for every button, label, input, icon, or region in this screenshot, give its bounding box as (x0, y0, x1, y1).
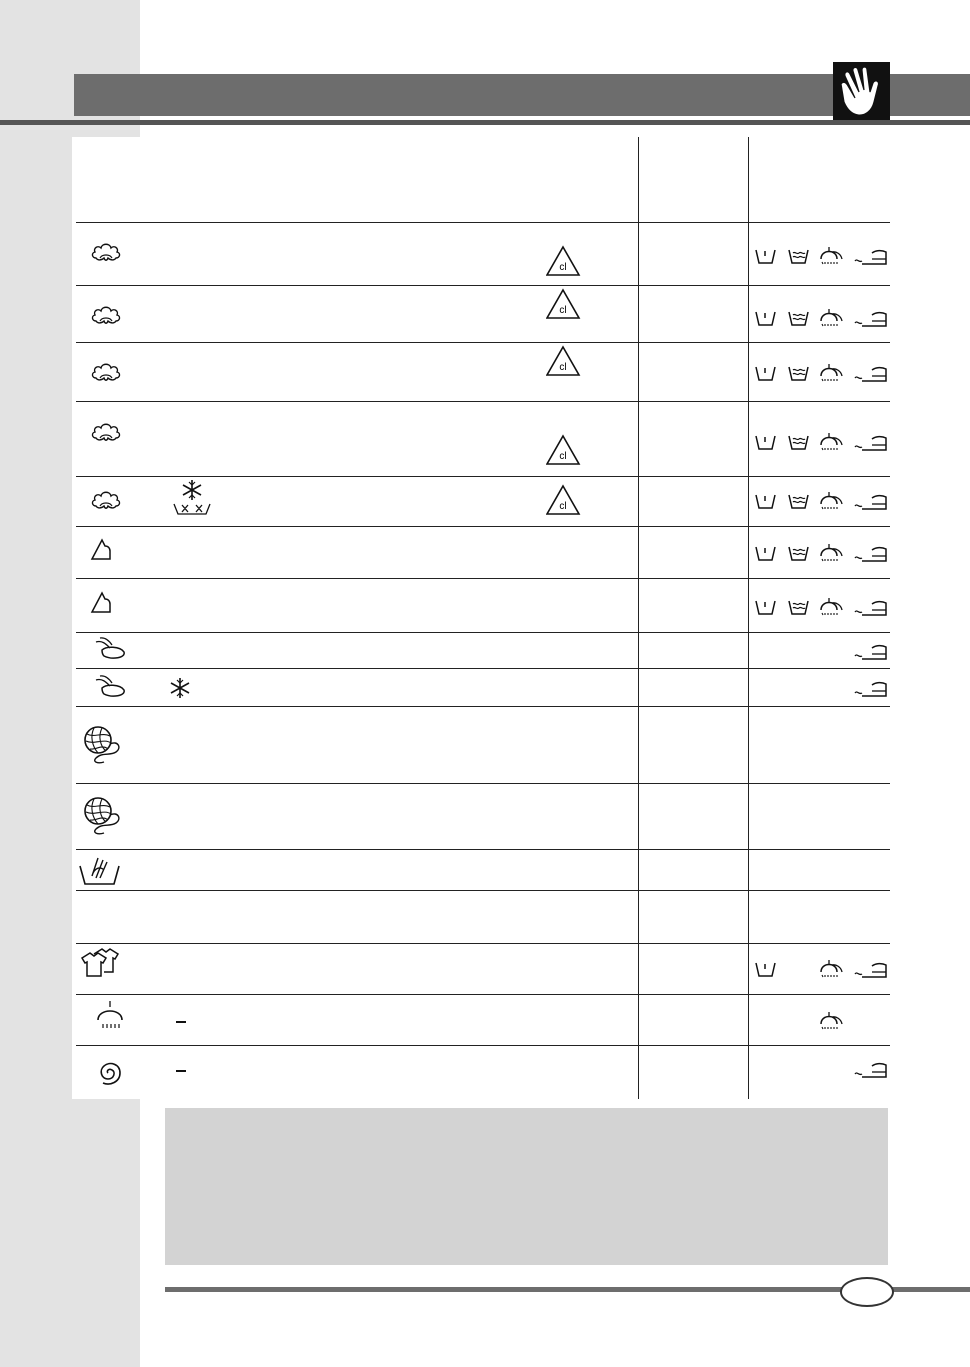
row-divider (76, 476, 890, 477)
hand-wash-tub-icon (788, 596, 810, 616)
hand-wash-tub-icon (788, 542, 810, 562)
wash-tub-icon (755, 431, 777, 451)
column-divider (748, 137, 749, 1099)
iron-icon (854, 431, 888, 452)
iron-icon (854, 307, 888, 328)
chlorine-triangle-icon (546, 345, 581, 377)
iron-icon (854, 490, 888, 511)
tub-level-icon (172, 502, 212, 516)
hand-wash-tub-icon (788, 307, 810, 327)
wool-ball-icon (82, 795, 126, 839)
header-divider (0, 120, 970, 125)
page-number-badge (840, 1277, 894, 1307)
hand-icon (833, 62, 890, 120)
row-divider (76, 526, 890, 527)
dryer-icon (818, 431, 844, 452)
wash-tub-icon (755, 958, 777, 978)
iron-icon (854, 1058, 888, 1079)
wash-tub-icon (755, 596, 777, 616)
iron-icon (854, 596, 888, 617)
row-divider (76, 1045, 890, 1046)
cotton-icon (90, 360, 122, 384)
shirts-icon (80, 948, 122, 980)
row-divider (76, 578, 890, 579)
cotton-icon (90, 240, 122, 264)
dryer-icon (818, 1010, 844, 1031)
row-divider (76, 783, 890, 784)
row-divider (76, 222, 890, 223)
row-divider (76, 706, 890, 707)
row-divider (76, 401, 890, 402)
row-divider (76, 890, 890, 891)
snowflake-icon (181, 479, 203, 501)
row-divider (76, 342, 890, 343)
wash-tub-icon (755, 245, 777, 265)
dash-icon (176, 1020, 188, 1024)
dryer-icon (818, 958, 844, 979)
hand-wash-tub-icon (788, 490, 810, 510)
wash-tub-icon (755, 542, 777, 562)
hand-wash-tub-icon (788, 245, 810, 265)
hand-wash-tub-icon (788, 362, 810, 382)
wash-tub-icon (755, 362, 777, 382)
dryer-icon (818, 307, 844, 328)
spin-spiral-icon (92, 1056, 124, 1090)
care-table (72, 137, 892, 1099)
snowflake-icon (169, 677, 191, 699)
chlorine-triangle-icon (546, 288, 581, 320)
cotton-icon (90, 488, 122, 512)
dryer-icon (818, 490, 844, 511)
note-box (165, 1108, 888, 1265)
cotton-icon (90, 303, 122, 327)
wash-tub-icon (755, 307, 777, 327)
column-divider (638, 137, 639, 1099)
iron-icon (854, 677, 888, 698)
dryer-icon (818, 542, 844, 563)
delicate-icon (92, 634, 128, 662)
dryer-icon (818, 362, 844, 383)
hand-wash-icon (78, 852, 122, 888)
wash-tub-icon (755, 490, 777, 510)
synthetic-icon (88, 590, 114, 616)
dryer-icon (818, 596, 844, 617)
iron-icon (854, 542, 888, 563)
chlorine-triangle-icon (546, 245, 581, 277)
dryer-icon (818, 245, 844, 266)
row-divider (76, 668, 890, 669)
row-divider (76, 994, 890, 995)
iron-icon (854, 362, 888, 383)
iron-icon (854, 958, 888, 979)
hand-wash-tub-icon (788, 431, 810, 451)
row-divider (76, 285, 890, 286)
rinse-shower-icon (94, 998, 126, 1030)
row-divider (76, 632, 890, 633)
row-divider (76, 849, 890, 850)
row-divider (76, 943, 890, 944)
synthetic-icon (88, 537, 114, 563)
wool-ball-icon (82, 724, 126, 768)
cotton-icon (90, 420, 122, 444)
chlorine-triangle-icon (546, 434, 581, 466)
iron-icon (854, 640, 888, 661)
chlorine-triangle-icon (546, 484, 581, 516)
delicate-icon (92, 672, 128, 700)
dash-icon (176, 1069, 188, 1073)
iron-icon (854, 245, 888, 266)
